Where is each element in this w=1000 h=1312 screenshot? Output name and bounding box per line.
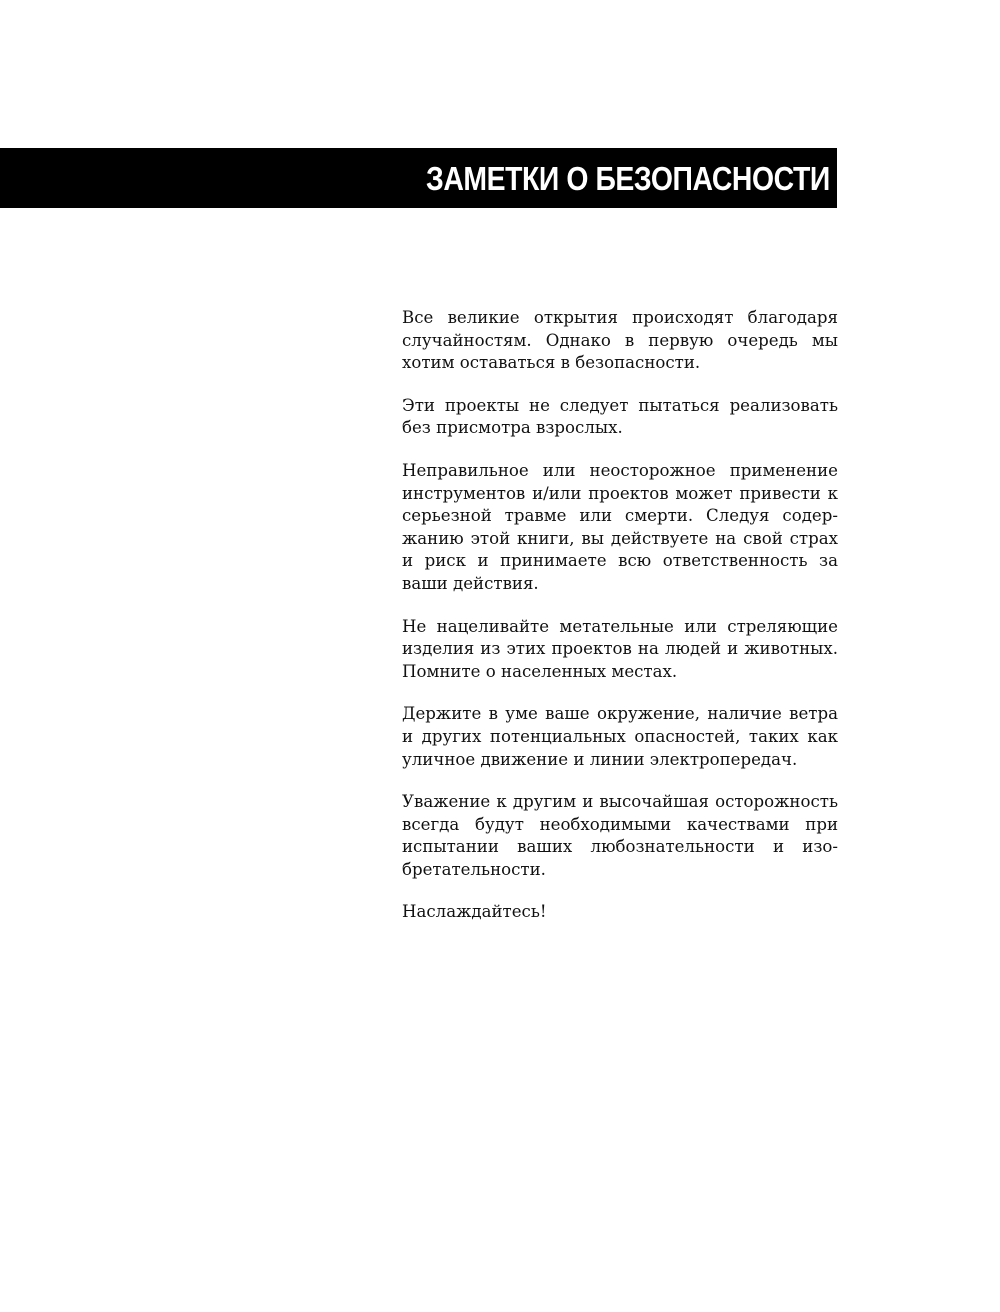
page-title: ЗАМЕТКИ О БЕЗОПАСНОСТИ [426, 160, 830, 197]
paragraph-misuse-warning: Неправильное или неосторожное применение инструментов и/или проектов может привести к серьезной травме или смерти. Следуя содержанию этой книги, вы действуете на свой страх и риск и принимаете всю ответственность за ваши действия. [402, 460, 838, 593]
paragraph-aiming-warning: Не нацеливайте метательные или стреляющие изделия из этих проектов на людей и животных. Помните о населенных местах. [402, 616, 838, 681]
paragraph-environment: Держите в уме ваше окружение, наличие ветра и других потенциальных опасностей, таких как уличное движение и линии электропередач. [402, 704, 838, 769]
paragraph-respect: Уважение к другим и высочайшая осторожность всегда будут необходимыми качествами при испытании ваших любознательности и изобретательности. [402, 792, 838, 879]
paragraph-adult-supervision: Эти проекты не следует пытаться реализовать без присмотра взрослых. [402, 395, 838, 438]
safety-notes-body [402, 307, 838, 924]
title-bar [0, 148, 837, 208]
paragraph-intro: Все великие открытия происходят благодаря случайностям. Однако в первую очередь мы хотим оставаться в безопасности. [402, 308, 838, 373]
paragraph-enjoy: Наслаждайтесь! [402, 902, 547, 922]
